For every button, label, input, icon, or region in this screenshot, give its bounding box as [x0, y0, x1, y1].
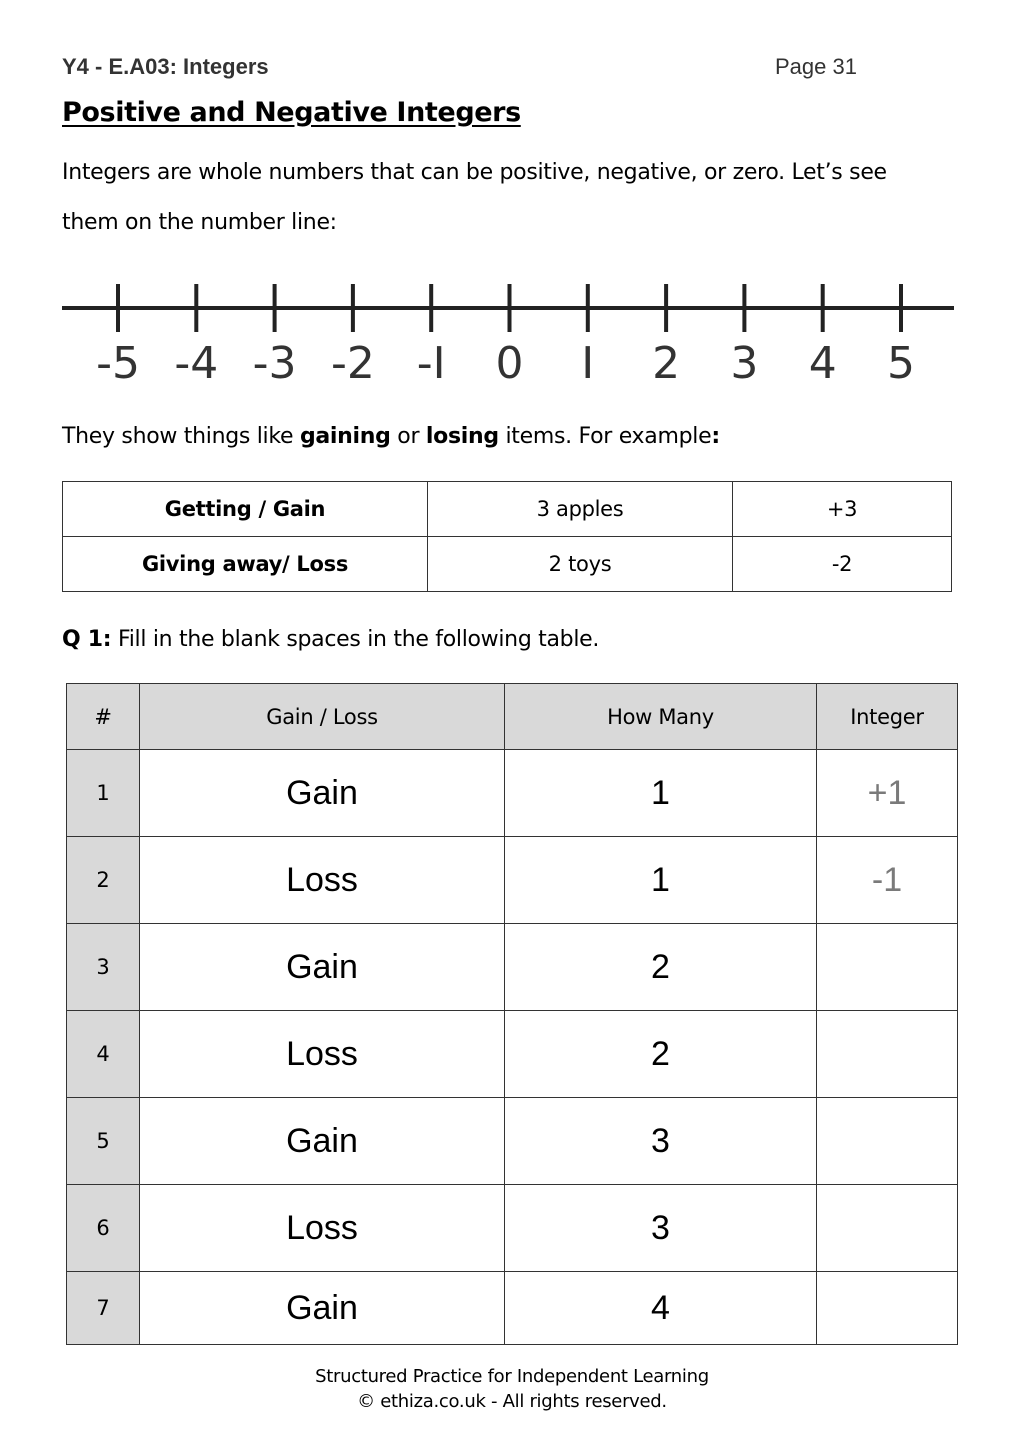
- row-integer-answer[interactable]: [817, 1185, 958, 1272]
- question-table: [66, 683, 958, 1345]
- number-line-label: 3: [730, 338, 759, 388]
- row-gain-loss: Gain: [140, 750, 505, 837]
- number-line-label: -5: [96, 338, 140, 388]
- example-intro-text-1: They show things like: [62, 424, 300, 449]
- row-gain-loss: Loss: [140, 1011, 505, 1098]
- row-gain-loss: Gain: [140, 1098, 505, 1185]
- row-number: 3: [67, 924, 140, 1011]
- header-how-many: How Many: [505, 684, 817, 750]
- table-row: [67, 1098, 958, 1185]
- number-line-label: 2: [652, 338, 681, 388]
- table-row: [67, 924, 958, 1011]
- row-how-many: 1: [505, 750, 817, 837]
- intro-line-1: Integers are whole numbers that can be positive, negative, or zero. Let’s see: [62, 160, 887, 185]
- example-label: Giving away/ Loss: [63, 537, 428, 592]
- example-intro-gaining: gaining: [299, 424, 391, 449]
- example-integer: +3: [733, 482, 952, 537]
- number-line-label: -2: [330, 338, 375, 388]
- number-line: [62, 270, 956, 388]
- worksheet-code: Y4 - E.A03: Integers: [62, 54, 269, 79]
- number-line-label: I: [581, 338, 595, 388]
- row-how-many: 2: [505, 1011, 817, 1098]
- number-line-label: -4: [174, 338, 219, 388]
- example-intro-losing: losing: [425, 424, 499, 449]
- question-text: Fill in the blank spaces in the following table.: [111, 627, 600, 652]
- row-number: 2: [67, 837, 140, 924]
- row-integer-answer[interactable]: -1: [817, 837, 958, 924]
- footer-tagline: Structured Practice for Independent Learning: [315, 1366, 709, 1387]
- row-integer-answer[interactable]: [817, 1098, 958, 1185]
- row-number: 1: [67, 750, 140, 837]
- header-number: #: [67, 684, 140, 750]
- example-intro: [62, 424, 720, 449]
- row-gain-loss: Loss: [140, 837, 505, 924]
- example-row: [63, 482, 952, 537]
- number-line-label: -3: [252, 338, 297, 388]
- row-integer-answer[interactable]: [817, 924, 958, 1011]
- row-number: 7: [67, 1272, 140, 1345]
- row-how-many: 2: [505, 924, 817, 1011]
- example-table: [62, 481, 952, 592]
- question-label: Q 1:: [62, 627, 112, 652]
- table-row: [67, 1272, 958, 1345]
- row-gain-loss: Loss: [140, 1185, 505, 1272]
- number-line-label: 0: [495, 338, 524, 388]
- footer-copyright: © ethiza.co.uk - All rights reserved.: [357, 1391, 667, 1412]
- example-intro-text-3: items. For example: [498, 424, 712, 449]
- row-number: 6: [67, 1185, 140, 1272]
- row-how-many: 1: [505, 837, 817, 924]
- table-row: [67, 837, 958, 924]
- row-how-many: 3: [505, 1185, 817, 1272]
- row-how-many: 4: [505, 1272, 817, 1345]
- example-item: 2 toys: [428, 537, 733, 592]
- example-row: [63, 537, 952, 592]
- table-row: [67, 1185, 958, 1272]
- row-integer-answer[interactable]: [817, 1011, 958, 1098]
- row-how-many: 3: [505, 1098, 817, 1185]
- row-number: 4: [67, 1011, 140, 1098]
- row-gain-loss: Gain: [140, 1272, 505, 1345]
- row-integer-answer[interactable]: +1: [817, 750, 958, 837]
- number-line-label: 5: [887, 338, 915, 388]
- table-row: [67, 1011, 958, 1098]
- intro-line-2: them on the number line:: [62, 210, 337, 235]
- row-gain-loss: Gain: [140, 924, 505, 1011]
- header-integer: Integer: [817, 684, 958, 750]
- header-gain-loss: Gain / Loss: [140, 684, 505, 750]
- example-label: Getting / Gain: [63, 482, 428, 537]
- example-integer: -2: [733, 537, 952, 592]
- page-title: Positive and Negative Integers: [62, 97, 521, 128]
- page-number: Page 31: [775, 54, 857, 79]
- row-number: 5: [67, 1098, 140, 1185]
- question-table-header: [67, 684, 958, 750]
- table-row: [67, 750, 958, 837]
- question-1: [62, 627, 599, 652]
- example-item: 3 apples: [428, 482, 733, 537]
- number-line-label: -I: [416, 338, 446, 388]
- example-intro-text-2: or: [390, 424, 426, 449]
- row-integer-answer[interactable]: [817, 1272, 958, 1345]
- number-line-label: 4: [808, 338, 837, 388]
- example-intro-colon: :: [711, 424, 720, 449]
